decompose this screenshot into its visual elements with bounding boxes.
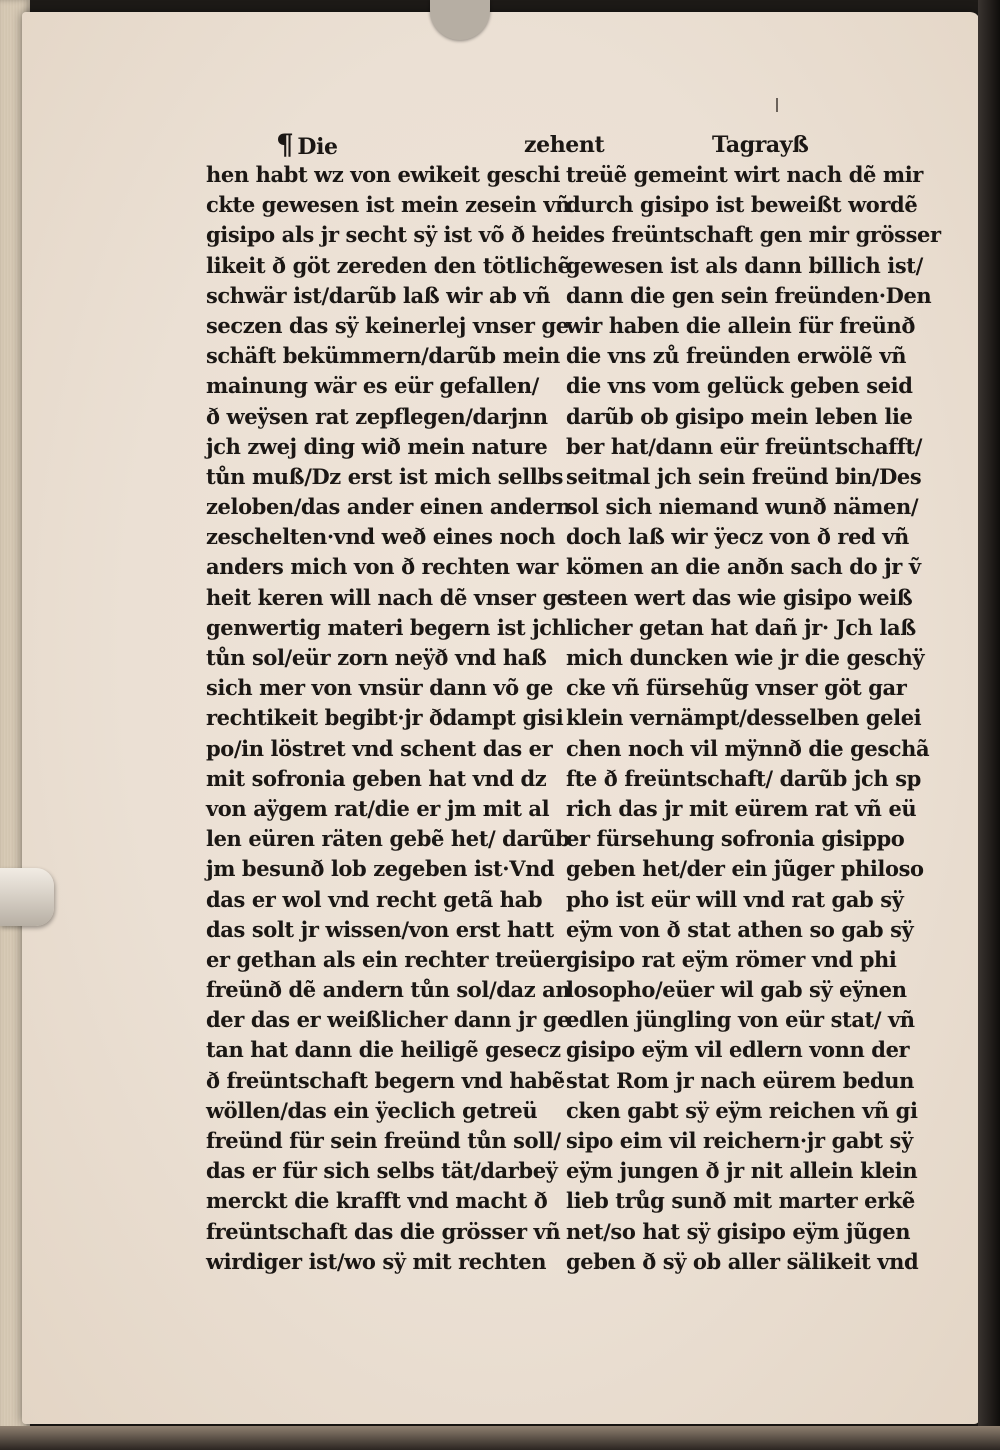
text-line: klein vernämpt/desselben gelei	[566, 705, 922, 731]
text-line: po/in löstret vnd schent das er	[206, 735, 553, 761]
text-line: geben ð sÿ ob aller sälikeit vnd	[566, 1248, 919, 1274]
pencil-mark	[776, 98, 778, 112]
text-line: treüẽ gemeint wirt nach dẽ mir	[566, 162, 923, 187]
text-line: wöllen/das ein ÿeclich getreü	[206, 1097, 538, 1123]
text-line: von aÿgem rat/die er jm mit al	[206, 795, 550, 821]
text-line: lieb trůg sunð mit marter erkẽ	[566, 1188, 915, 1214]
text-line: tůn muß/Dz erst ist mich sellbs	[206, 463, 563, 489]
text-line: gisipo eÿm vil edlern vonn der	[566, 1037, 910, 1063]
bottom-edge-shadow	[0, 1426, 1000, 1450]
text-line: net/so hat sÿ gisipo eÿm jũgen	[566, 1218, 911, 1244]
text-line: ckte gewesen ist mein zesein vñ	[206, 192, 571, 218]
text-line: er fürsehung sofronia gisippo	[566, 826, 905, 852]
running-head-right: Tagrayß	[712, 132, 809, 158]
text-line: licher getan hat dañ jr· Jch laß	[566, 614, 916, 640]
text-line: zeschelten·vnd weð eines noch	[206, 524, 556, 550]
text-line: ð freüntschaft begern vnd habẽ	[206, 1067, 565, 1093]
text-line: doch laß wir ÿecz von ð red vñ	[566, 524, 909, 550]
text-line: darũb ob gisipo mein leben lie	[566, 403, 913, 429]
text-line: dann die gen sein freünden·Den	[566, 282, 932, 308]
text-line: der das er weißlicher dann jr ge	[206, 1007, 571, 1033]
text-line: mainung wär es eür gefallen/	[206, 373, 539, 399]
running-head-left-text: Die	[297, 134, 338, 160]
text-line: ð weÿsen rat zepflegen/darjnn	[206, 403, 548, 429]
text-line: er gethan als ein rechter treüer	[206, 946, 567, 972]
text-line: des freüntschaft gen mir grösser	[566, 222, 941, 248]
text-line: das er wol vnd recht getã hab	[206, 886, 543, 912]
text-line: schäft bekümmern/darũb mein	[206, 343, 560, 369]
text-line: wir haben die allein für freünð	[566, 312, 916, 338]
text-line: steen wert das wie gisipo weiß	[566, 584, 913, 610]
text-line: eÿm von ð stat athen so gab sÿ	[566, 916, 914, 942]
text-line: merckt die krafft vnd macht ð	[206, 1188, 548, 1214]
text-line: seczen das sÿ keinerlej vnser ge	[206, 312, 569, 338]
text-line: schwär ist/darũb laß wir ab vñ	[206, 282, 551, 308]
text-line: jm besunð lob zegeben ist·Vnd	[206, 856, 555, 882]
text-line: losopho/eüer wil gab sÿ eÿnen	[566, 977, 907, 1003]
text-line: tůn sol/eür zorn neÿð vnd haß	[206, 645, 547, 670]
text-line: heit keren will nach dẽ vnser ge	[206, 584, 570, 610]
running-head-left	[276, 128, 338, 162]
text-line: das er für sich selbs tät/darbeÿ	[206, 1158, 558, 1184]
text-line: stat Rom jr nach eürem bedun	[566, 1067, 914, 1093]
pilcrow-mark: ¶	[276, 128, 294, 161]
text-column-right	[566, 160, 941, 1277]
text-line: tan hat dann die heiligẽ gesecz	[206, 1037, 561, 1063]
binding-shadow	[978, 0, 1000, 1450]
text-line: die vns zů freünden erwölẽ vñ	[566, 343, 907, 369]
text-line: seitmal jch sein freünd bin/Des	[566, 463, 922, 489]
text-line: anders mich von ð rechten war	[206, 554, 559, 580]
text-line: len eüren räten gebẽ het/ darũb	[206, 826, 570, 852]
text-line: jch zwej ding wið mein nature	[206, 433, 548, 459]
text-line: sol sich niemand wunð nämen/	[566, 494, 919, 520]
text-line: cke vñ fürsehũg vnser göt gar	[566, 675, 907, 701]
text-column-left	[206, 160, 571, 1277]
text-line: gisipo als jr secht sÿ ist võ ð hei	[206, 222, 567, 248]
text-line: sipo eim vil reichern·jr gabt sÿ	[566, 1128, 913, 1153]
text-line: gisipo rat eÿm römer vnd phi	[566, 946, 897, 972]
text-line: hen habt wz von ewikeit geschi	[206, 162, 561, 187]
text-line: zeloben/das ander einen andern	[206, 494, 571, 520]
text-line: ber hat/dann eür freüntschafft/	[566, 433, 923, 459]
page-clip	[0, 868, 54, 926]
text-line: mit sofronia geben hat vnd dz	[206, 765, 547, 791]
text-line: cken gabt sÿ eÿm reichen vñ gi	[566, 1097, 918, 1123]
text-line: pho ist eür will vnd rat gab sÿ	[566, 886, 904, 912]
text-line: freünd für sein freünd tůn soll/	[206, 1128, 561, 1153]
text-line: rechtikeit begibt·jr ðdampt gisi	[206, 705, 564, 731]
text-line: genwertig materi begern ist jch	[206, 614, 567, 640]
text-line: freünð dẽ andern tůn sol/daz an	[206, 977, 571, 1003]
text-line: rich das jr mit eürem rat vñ eü	[566, 795, 917, 821]
text-line: wirdiger ist/wo sÿ mit rechten	[206, 1248, 547, 1274]
running-head-center: zehent	[524, 132, 605, 158]
text-line: eÿm jungen ð jr nit allein klein	[566, 1158, 918, 1184]
text-line: das solt jr wissen/von erst hatt	[206, 916, 554, 942]
text-line: durch gisipo ist beweißt wordẽ	[566, 192, 918, 218]
text-line: gewesen ist als dann billich ist/	[566, 252, 923, 278]
text-line: kömen an die anðn sach do jr ṽ	[566, 554, 921, 580]
text-line: freüntschaft das die grösser vñ	[206, 1218, 561, 1244]
text-line: edlen jüngling von eür stat/ vñ	[566, 1007, 915, 1033]
text-line: fte ð freüntschaft/ darũb jch sp	[566, 765, 921, 791]
text-line: sich mer von vnsür dann võ ge	[206, 675, 553, 701]
text-line: die vns vom gelück geben seid	[566, 373, 913, 399]
text-line: chen noch vil mÿnnð die geschã	[566, 735, 930, 761]
text-line: mich duncken wie jr die geschÿ	[566, 645, 925, 670]
text-line: likeit ð göt zereden den tötlichẽ	[206, 252, 571, 278]
text-line: geben het/der ein jũger philoso	[566, 856, 924, 882]
